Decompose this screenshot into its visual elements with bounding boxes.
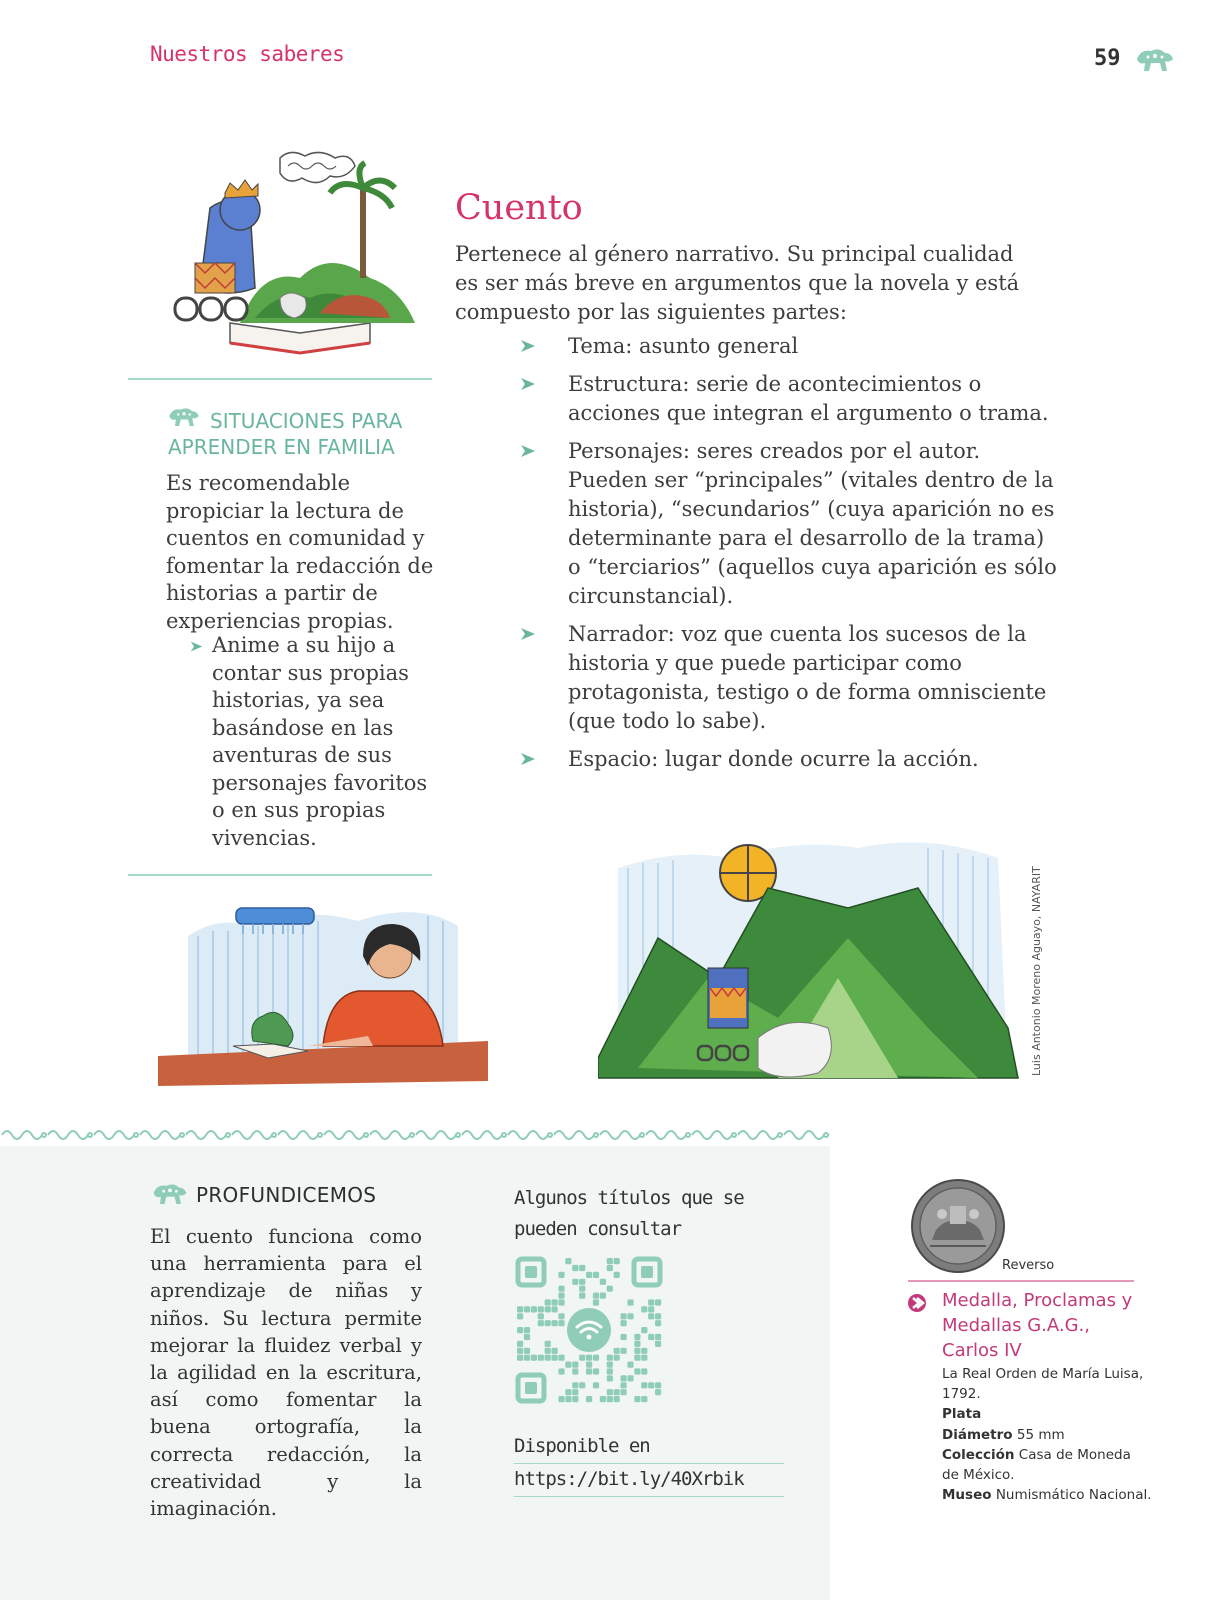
list-item-text: Espacio: lugar donde ocurre la acción.: [568, 747, 979, 771]
jaguar-glyph-icon: [1133, 45, 1177, 75]
medal-diameter-value: 55 mm: [1016, 1426, 1065, 1443]
book-landscape-illustration: [170, 148, 430, 358]
divider: [514, 1496, 784, 1497]
page-number: 59: [1094, 46, 1121, 71]
decorative-border: [0, 1124, 830, 1146]
list-item: [520, 620, 1060, 736]
chevron-right-icon: [190, 640, 203, 653]
qr-code[interactable]: [514, 1255, 664, 1405]
divider: [908, 1280, 1134, 1282]
resource-link[interactable]: https://bit.ly/40Xrbik: [514, 1468, 744, 1490]
medal-title: Medalla, Proclamas y Medallas G.A.G., Carlos IV: [942, 1290, 1133, 1361]
chevron-right-icon: [520, 751, 536, 767]
list-item: [520, 370, 1060, 428]
story-parts-list: [520, 332, 1060, 783]
divider: [128, 874, 432, 876]
medal-material: Plata: [942, 1406, 982, 1423]
jaguar-glyph-icon: [150, 1180, 190, 1208]
illustration-credit: Luis Antonio Moreno Aguayo, NAYARIT: [1030, 866, 1043, 1076]
family-heading: SITUACIONES PARA APRENDER EN FAMILIA: [168, 409, 403, 459]
list-item-text: Tema: asunto general: [568, 334, 799, 358]
medal-details: [942, 1364, 1152, 1505]
section-intro: Pertenece al género narrativo. Su principal cualidad es ser más breve en argumentos que la novela y está compuesto por las siguientes partes:: [455, 242, 1020, 324]
family-body: Es recomendable propiciar la lectura de cuentos en comunidad y fomentar la redacción de historias a partir de experiencias propias.: [166, 471, 434, 633]
list-item: [520, 332, 1060, 361]
running-head: Nuestros saberes: [150, 42, 345, 66]
medal-collection-value: Casa de Moneda de México.: [942, 1446, 1131, 1484]
list-item-text: Personajes: seres creados por el autor. Pueden ser “principales” (vitales dentro de la historia), “secundarios” (cuya aparición no es determinante para el desarrollo de la trama) o “terciarios” (aquellos cuya aparición es sólo circunstancial).: [568, 439, 1057, 608]
profundicemos-body: El cuento funciona como una herramienta para el aprendizaje de niñas y niños. Su lectura permite mejorar la fluidez verbal y la agilidad en la escritura, así como fomentar la buena ortografía, la correcta redacción, la creatividad y la imaginación.: [150, 1225, 422, 1521]
list-item: [520, 745, 1060, 774]
divider: [514, 1463, 784, 1464]
family-bullet: [190, 632, 440, 852]
resources-heading: Algunos títulos que se pueden consultar: [514, 1187, 744, 1240]
family-bullet-text: Anime a su hijo a contar sus propias historias, ya sea basándose en las aventuras de sus personajes favoritos o en sus propias vivencias.: [212, 633, 428, 850]
list-item-text: Narrador: voz que cuenta los sucesos de la historia y que puede participar como protagonista, testigo o de forma omnisciente (que todo lo sabe).: [568, 622, 1047, 733]
chevron-right-icon: [520, 626, 536, 642]
list-item: [520, 437, 1060, 611]
list-item-text: Estructura: serie de acontecimientos o acciones que integran el argumento o trama.: [568, 372, 1049, 425]
medal-image: [910, 1178, 1006, 1274]
available-label: Disponible en: [514, 1435, 650, 1457]
medal-museum-value: Numismático Nacional.: [995, 1487, 1152, 1504]
medal-side-label: Reverso: [1002, 1258, 1055, 1273]
chevron-right-icon: [520, 376, 536, 392]
woman-reading-illustration: [158, 896, 498, 1086]
divider: [128, 378, 432, 380]
section-title: Cuento: [455, 188, 583, 228]
medal-description: La Real Orden de María Luisa, 1792.: [942, 1366, 1144, 1403]
chevron-right-icon: [907, 1293, 927, 1313]
medal-museum-label: Museo: [942, 1487, 992, 1504]
profundicemos-heading: PROFUNDICEMOS: [196, 1183, 377, 1207]
chevron-right-icon: [520, 443, 536, 459]
mountains-illustration: [598, 828, 1028, 1098]
chevron-right-icon: [520, 338, 536, 354]
medal-collection-label: Colección: [942, 1446, 1015, 1463]
medal-diameter-label: Diámetro: [942, 1426, 1013, 1443]
